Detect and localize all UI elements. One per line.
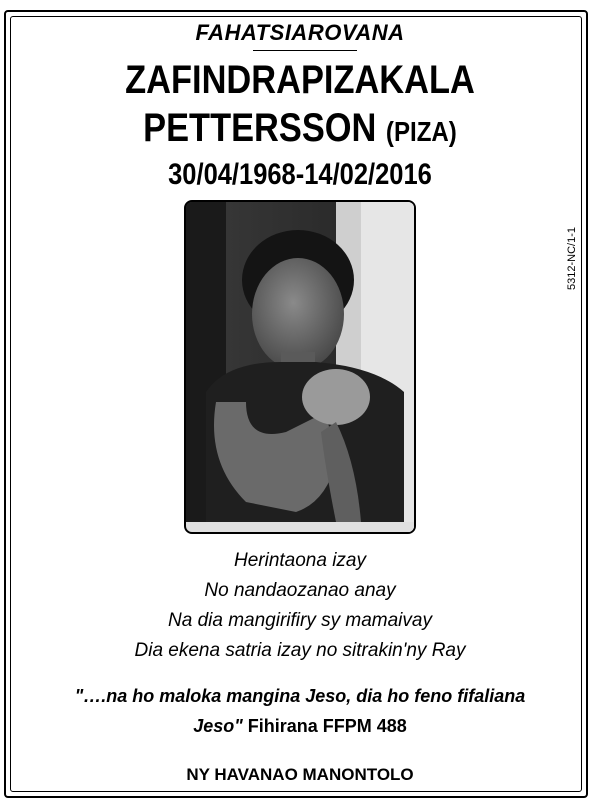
name-line-1: ZAFINDRAPIZAKALA bbox=[125, 58, 475, 102]
quote-line-2 bbox=[0, 716, 600, 737]
quote-text-1: "….na ho maloka mangina Jeso, dia ho feno fifaliana bbox=[74, 686, 526, 706]
reference-code: 5312-NC/1-1 bbox=[566, 227, 578, 290]
quote-line-1 bbox=[0, 686, 600, 707]
quote-text-2: Jeso" bbox=[193, 716, 243, 736]
verse-line-2: No nandaozanao anay bbox=[204, 580, 396, 601]
verse-line-1: Herintaona izay bbox=[233, 550, 367, 571]
heading-divider bbox=[253, 50, 357, 51]
signature: NY HAVANAO MANONTOLO bbox=[186, 765, 414, 784]
name-line-2 bbox=[42, 106, 558, 151]
life-dates: 30/04/1968-14/02/2016 bbox=[168, 158, 432, 191]
portrait-photo bbox=[184, 200, 416, 534]
memorial-heading: FAHATSIAROVANA bbox=[195, 20, 405, 45]
hymn-reference: Fihirana FFPM 488 bbox=[242, 716, 407, 736]
surname: PETTERSSON bbox=[143, 106, 377, 150]
verse-line-3: Na dia mangirifiry sy mamaivay bbox=[168, 610, 432, 631]
nickname: (PIZA) bbox=[385, 116, 457, 147]
verse-line-4: Dia ekena satria izay no sitrakin'ny Ray bbox=[134, 640, 466, 661]
